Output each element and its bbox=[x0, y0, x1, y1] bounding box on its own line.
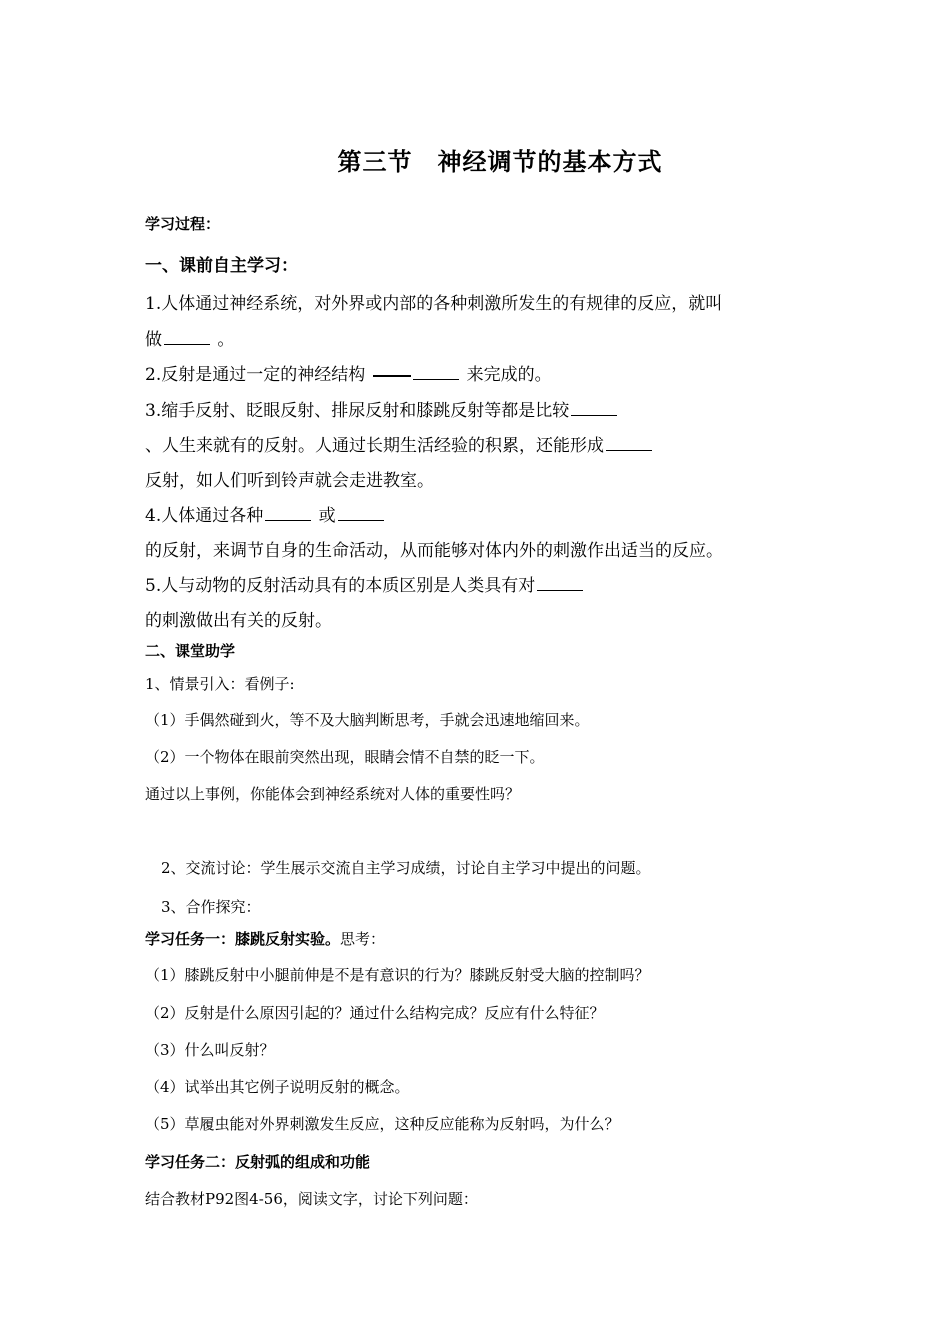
question-3-line-1 bbox=[145, 396, 619, 421]
answer-blank[interactable] bbox=[537, 589, 583, 591]
question-3-line-3: 反射，如人们听到铃声就会走进教室。 bbox=[145, 471, 434, 491]
section2-heading: 二、课堂助学 bbox=[145, 642, 236, 660]
question-1-suffix: 。 bbox=[217, 330, 235, 350]
task-1-heading bbox=[145, 928, 385, 949]
answer-blank[interactable] bbox=[164, 343, 210, 345]
question-3-line-2 bbox=[145, 431, 654, 456]
question-4-prefix: 4.人体通过各种 bbox=[145, 506, 264, 526]
question-5-line-2: 的刺激做出有关的反射。 bbox=[145, 611, 332, 631]
question-1-line-2 bbox=[145, 325, 234, 350]
task-2-heading: 学习任务二：反射弧的组成和功能 bbox=[145, 1153, 371, 1171]
page-title: 第三节 神经调节的基本方式 bbox=[337, 148, 663, 176]
question-3-text-2: 、人生来就有的反射。人通过长期生活经验的积累，还能形成 bbox=[145, 436, 604, 456]
answer-blank[interactable] bbox=[265, 519, 311, 521]
question-1-line-1: 1.人体通过神经系统，对外界或内部的各种刺激所发生的有规律的反应，就叫 bbox=[145, 294, 723, 314]
question-3-text-1: 3.缩手反射、眨眼反射、排尿反射和膝跳反射等都是比较 bbox=[145, 401, 570, 421]
task-1-question-2: （2）反射是什么原因引起的？通过什么结构完成？反应有什么特征？ bbox=[145, 1004, 605, 1022]
task-1-question-4: （4）试举出其它例子说明反射的概念。 bbox=[145, 1078, 410, 1096]
answer-blank[interactable] bbox=[606, 449, 652, 451]
dash-separator bbox=[373, 375, 411, 377]
question-5-text: 5.人与动物的反射活动具有的本质区别是人类具有对 bbox=[145, 576, 536, 596]
task-1-question-3: （3）什么叫反射？ bbox=[145, 1041, 275, 1059]
question-4-line-1 bbox=[145, 501, 386, 526]
answer-blank[interactable] bbox=[413, 378, 459, 380]
question-5-line-1 bbox=[145, 571, 585, 596]
task-1-prompt: 思考： bbox=[340, 930, 386, 948]
answer-blank[interactable] bbox=[338, 519, 384, 521]
task-1-question-5: （5）草履虫能对外界刺激发生反应，这种反应能称为反射吗，为什么？ bbox=[145, 1115, 620, 1133]
example-question: 通过以上事例，你能体会到神经系统对人体的重要性吗？ bbox=[145, 785, 521, 803]
process-label: 学习过程： bbox=[145, 215, 221, 233]
task-1-title: 学习任务一：膝跳反射实验。 bbox=[145, 930, 341, 948]
example-2: （2）一个物体在眼前突然出现，眼睛会情不自禁的眨一下。 bbox=[145, 748, 545, 766]
question-4-mid: 或 bbox=[318, 506, 336, 526]
question-1-prefix: 做 bbox=[145, 330, 162, 350]
answer-blank[interactable] bbox=[571, 414, 617, 416]
item-1: 1、情景引入：看例子: bbox=[145, 675, 295, 693]
question-2-prefix: 2.反射是通过一定的神经结构 bbox=[145, 365, 366, 385]
task-2-instruction: 结合教材P92图4-56，阅读文字，讨论下列问题： bbox=[145, 1190, 478, 1208]
item-2: 2、交流讨论：学生展示交流自主学习成绩，讨论自主学习中提出的问题。 bbox=[161, 859, 651, 877]
item-3: 3、合作探究： bbox=[161, 898, 261, 916]
question-2 bbox=[145, 360, 552, 385]
section1-heading: 一、课前自主学习： bbox=[145, 256, 298, 276]
question-2-suffix: 来完成的。 bbox=[466, 365, 552, 385]
task-1-question-1: （1）膝跳反射中小腿前伸是不是有意识的行为？膝跳反射受大脑的控制吗？ bbox=[145, 966, 650, 984]
example-1: （1）手偶然碰到火，等不及大脑判断思考，手就会迅速地缩回来。 bbox=[145, 711, 590, 729]
question-4-line-2: 的反射，来调节自身的生命活动，从而能够对体内外的刺激作出适当的反应。 bbox=[145, 541, 723, 561]
